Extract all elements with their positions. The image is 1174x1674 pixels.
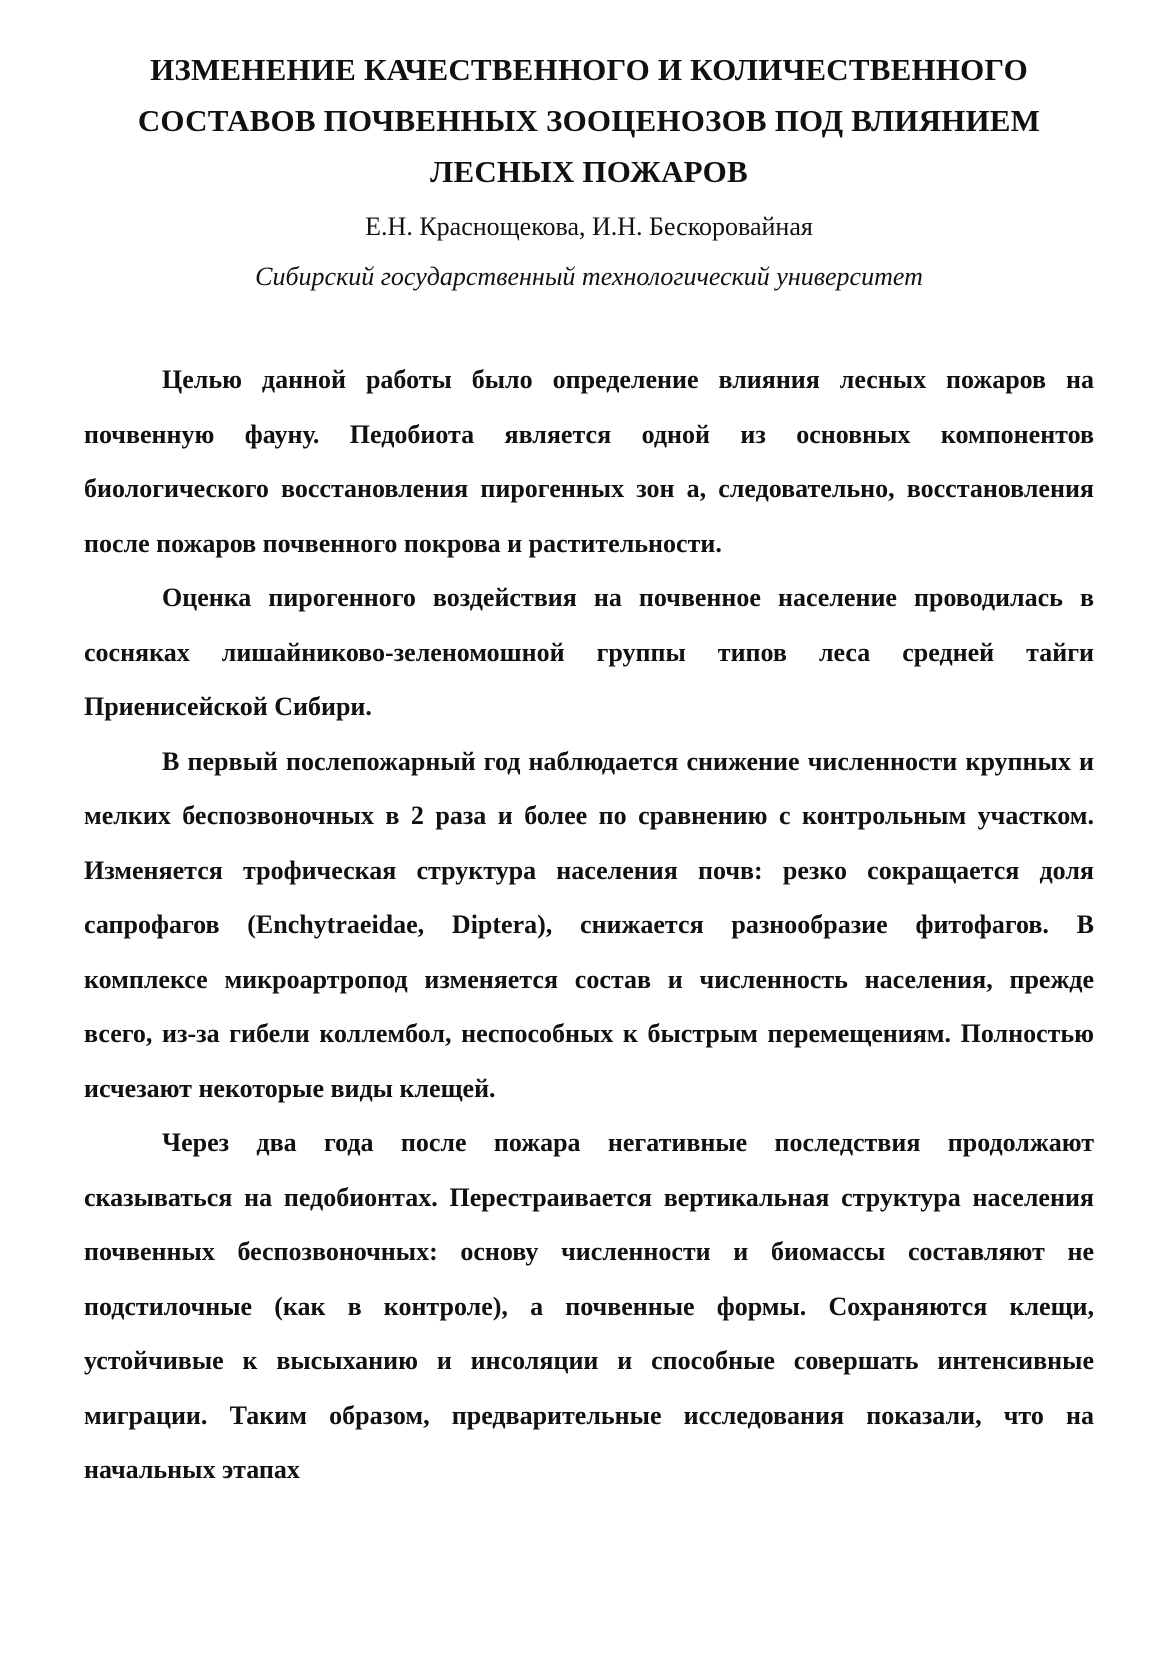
body-paragraph-1: Целью данной работы было определение влияния лесных пожаров на почвенную фауну. Педобиота является одной из основных компонентов биологического восстановления пирогенных зон а, следовательно, восстановления после пожаров почвенного покрова и растительности. (84, 365, 1094, 558)
body-paragraph-4: Через два года после пожара негативные последствия продолжают сказываться на педобионтах. Перестраивается вертикальная структура населения почвенных беспозвоночных: основу численности и биомассы составляют не подстилочные (как в контроле), а почвенные формы. Сохраняются клещи, устойчивые к высыханию и инсоляции и способные совершать интенсивные миграции. Таким образом, предварительные исследования показали, что на начальных этапах (84, 1128, 1094, 1484)
paper-title (84, 44, 1094, 197)
title-line-2: СОСТАВОВ ПОЧВЕННЫХ ЗООЦЕНОЗОВ ПОД ВЛИЯНИЕМ (137, 103, 1041, 138)
title-line-3: ЛЕСНЫХ ПОЖАРОВ (430, 154, 748, 189)
paper-body (84, 353, 1094, 1498)
paper-affiliation: Сибирский государственный технологический университет (255, 262, 923, 291)
body-paragraph-3: В первый послепожарный год наблюдается снижение численности крупных и мелких беспозвоночных в 2 раза и более по сравнению с контрольным участком. Изменяется трофическая структура населения почв: резко сокращается доля сапрофагов (Enchytraeidae, Diptera), снижается разнообразие фитофагов. В комплексе микроартропод изменяется состав и численность населения, прежде всего, из-за гибели коллембол, неспособных к быстрым перемещениям. Полностью исчезают некоторые виды клещей. (84, 746, 1094, 1103)
title-line-1: ИЗМЕНЕНИЕ КАЧЕСТВЕННОГО И КОЛИЧЕСТВЕННОГО (150, 52, 1028, 87)
paper-authors: Е.Н. Краснощекова, И.Н. Бескоровайная (365, 212, 813, 241)
body-paragraph-2: Оценка пирогенного воздействия на почвенное население проводилась в сосняках лишайниково-зеленомошной группы типов леса средней тайги Приенисейской Сибири. (84, 583, 1094, 721)
